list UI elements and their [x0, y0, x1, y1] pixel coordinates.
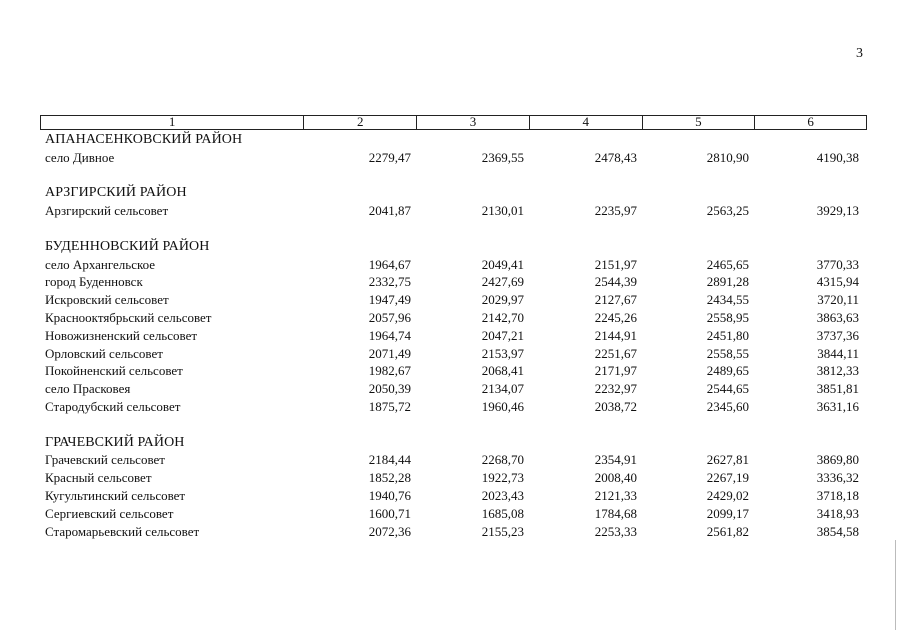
section-heading: [40, 184, 867, 202]
value-col-4: 2121,33: [594, 487, 637, 503]
value-col-5: 2434,55: [706, 292, 749, 308]
value-col-5: 2451,80: [706, 327, 749, 343]
table-header: [40, 115, 867, 130]
value-col-3: 1960,46: [481, 398, 524, 414]
settlement-name: Краснооктябрьский сельсовет: [45, 309, 212, 325]
value-col-6: 3812,33: [816, 363, 859, 379]
value-col-2: 2041,87: [368, 203, 411, 219]
table-row: [40, 451, 867, 469]
section-title: АПАНАСЕНКОВСКИЙ РАЙОН: [45, 132, 243, 147]
value-col-6: 3418,93: [816, 505, 859, 521]
value-col-2: 1940,76: [368, 487, 411, 503]
settlement-name: Кугультинский сельсовет: [45, 487, 186, 503]
section-title: БУДЕННОВСКИЙ РАЙОН: [45, 238, 210, 254]
value-col-3: 2268,70: [481, 452, 524, 468]
value-col-6: 3844,11: [817, 345, 859, 361]
page-number: 3: [856, 46, 863, 61]
value-col-3: 2049,41: [481, 256, 524, 272]
value-col-5: 2558,55: [706, 345, 749, 361]
value-col-2: 1982,67: [368, 363, 411, 379]
value-col-5: 2099,17: [706, 505, 749, 521]
value-col-2: 2184,44: [368, 452, 411, 468]
value-col-3: 2427,69: [481, 274, 524, 290]
value-col-4: 2171,97: [594, 363, 637, 379]
value-col-3: 2130,01: [481, 203, 524, 219]
value-col-3: 2029,97: [481, 292, 524, 308]
settlement-name: село Архангельское: [45, 256, 156, 272]
value-col-4: 2127,67: [594, 292, 637, 308]
settlement-name: Искровский сельсовет: [45, 292, 169, 308]
value-col-6: 4190,38: [816, 149, 859, 165]
value-col-5: 2810,90: [706, 149, 749, 165]
value-col-6: 3851,81: [816, 381, 859, 397]
spacer-row: [40, 167, 867, 185]
value-col-4: 2144,91: [594, 327, 637, 343]
value-col-3: 2068,41: [481, 363, 524, 379]
value-col-4: 2251,67: [594, 345, 637, 361]
value-col-5: 2345,60: [706, 398, 749, 414]
table-row: [40, 469, 867, 487]
spacer-row: [40, 220, 867, 238]
table-row: [40, 291, 867, 309]
header-cell-5: 5: [642, 116, 755, 129]
settlement-name: село Дивное: [45, 149, 115, 165]
value-col-3: 1922,73: [481, 470, 524, 486]
value-col-3: 2134,07: [481, 381, 524, 397]
value-col-2: 1964,67: [368, 256, 411, 272]
value-col-4: 1784,68: [594, 505, 637, 521]
table-row: [40, 149, 867, 167]
settlement-name: Грачевский сельсовет: [45, 452, 165, 468]
value-col-5: 2563,25: [706, 203, 749, 219]
value-col-4: 2245,26: [594, 309, 637, 325]
section-title: АРЗГИРСКИЙ РАЙОН: [45, 185, 187, 201]
value-col-4: 2038,72: [594, 398, 637, 414]
value-col-6: 3929,13: [816, 203, 859, 219]
value-col-5: 2561,82: [706, 523, 749, 539]
value-col-3: 2155,23: [481, 523, 524, 539]
table-row: [40, 202, 867, 220]
value-col-4: 2478,43: [594, 149, 637, 165]
table-row: [40, 256, 867, 274]
table-row: [40, 273, 867, 291]
value-col-3: 2142,70: [481, 309, 524, 325]
value-col-4: 2354,91: [594, 452, 637, 468]
value-col-6: 3869,80: [816, 452, 859, 468]
value-col-4: 2253,33: [594, 523, 637, 539]
value-col-2: 1600,71: [368, 505, 411, 521]
value-col-6: 3737,36: [816, 327, 859, 343]
section-heading: [40, 131, 867, 149]
header-cell-6: 6: [754, 116, 866, 129]
value-col-3: 2023,43: [481, 487, 524, 503]
header-cell-4: 4: [529, 116, 642, 129]
value-col-5: 2429,02: [706, 487, 749, 503]
table-row: [40, 327, 867, 345]
settlement-name: город Буденновск: [45, 274, 143, 290]
value-col-6: 3720,11: [817, 292, 859, 308]
value-col-5: 2544,65: [706, 381, 749, 397]
section-title: ГРАЧЕВСКИЙ РАЙОН: [45, 434, 185, 450]
value-col-4: 2235,97: [594, 203, 637, 219]
table-body: [40, 131, 867, 540]
value-col-6: 3770,33: [816, 256, 859, 272]
table-row: [40, 362, 867, 380]
value-col-6: 3718,18: [816, 487, 859, 503]
value-col-2: 2072,36: [368, 523, 411, 539]
value-col-4: 2544,39: [594, 274, 637, 290]
table-row: [40, 487, 867, 505]
page-edge-line: [895, 540, 896, 630]
settlement-name: Сергиевский сельсовет: [45, 505, 174, 521]
value-col-5: 2267,19: [706, 470, 749, 486]
value-col-4: 2008,40: [594, 470, 637, 486]
spacer-row: [40, 416, 867, 434]
value-col-6: 3863,63: [816, 309, 859, 325]
settlement-name: Орловский сельсовет: [45, 345, 163, 361]
value-col-2: 2071,49: [368, 345, 411, 361]
settlement-name: Новожизненский сельсовет: [45, 327, 198, 343]
table-row: [40, 345, 867, 363]
value-col-2: 1875,72: [368, 398, 411, 414]
header-cell-3: 3: [416, 116, 529, 129]
table-row: [40, 398, 867, 416]
value-col-2: 2057,96: [368, 309, 411, 325]
value-col-6: 3631,16: [816, 398, 859, 414]
header-cell-2: 2: [303, 116, 416, 129]
value-col-2: 2050,39: [368, 381, 411, 397]
settlement-name: Красный сельсовет: [45, 470, 152, 486]
settlement-name: Арзгирский сельсовет: [45, 203, 169, 219]
value-col-2: 1852,28: [368, 470, 411, 486]
header-cell-1: 1: [168, 114, 176, 129]
value-col-5: 2465,65: [706, 256, 749, 272]
value-col-3: 1685,08: [481, 505, 524, 521]
value-col-6: 3854,58: [816, 523, 859, 539]
value-col-5: 2627,81: [706, 452, 749, 468]
value-col-6: 3336,32: [816, 470, 859, 486]
section-heading: [40, 434, 867, 452]
settlement-name: село Прасковея: [45, 381, 131, 397]
table-row: [40, 309, 867, 327]
value-col-2: 1947,49: [368, 292, 411, 308]
value-col-5: 2891,28: [706, 274, 749, 290]
table-row: [40, 380, 867, 398]
value-col-3: 2369,55: [481, 149, 524, 165]
value-col-2: 1964,74: [368, 327, 411, 343]
value-col-2: 2332,75: [368, 274, 411, 290]
value-col-4: 2151,97: [594, 256, 637, 272]
value-col-5: 2558,95: [706, 309, 749, 325]
settlement-name: Покойненский сельсовет: [45, 363, 183, 379]
value-col-5: 2489,65: [706, 363, 749, 379]
value-col-4: 2232,97: [594, 381, 637, 397]
table-row: [40, 505, 867, 523]
section-heading: [40, 238, 867, 256]
value-col-3: 2153,97: [481, 345, 524, 361]
value-col-2: 2279,47: [368, 149, 411, 165]
value-col-6: 4315,94: [816, 274, 859, 290]
settlement-name: Стародубский сельсовет: [45, 398, 181, 414]
value-col-3: 2047,21: [481, 327, 524, 343]
table-row: [40, 523, 867, 541]
settlement-name: Старомарьевский сельсовет: [45, 523, 200, 539]
